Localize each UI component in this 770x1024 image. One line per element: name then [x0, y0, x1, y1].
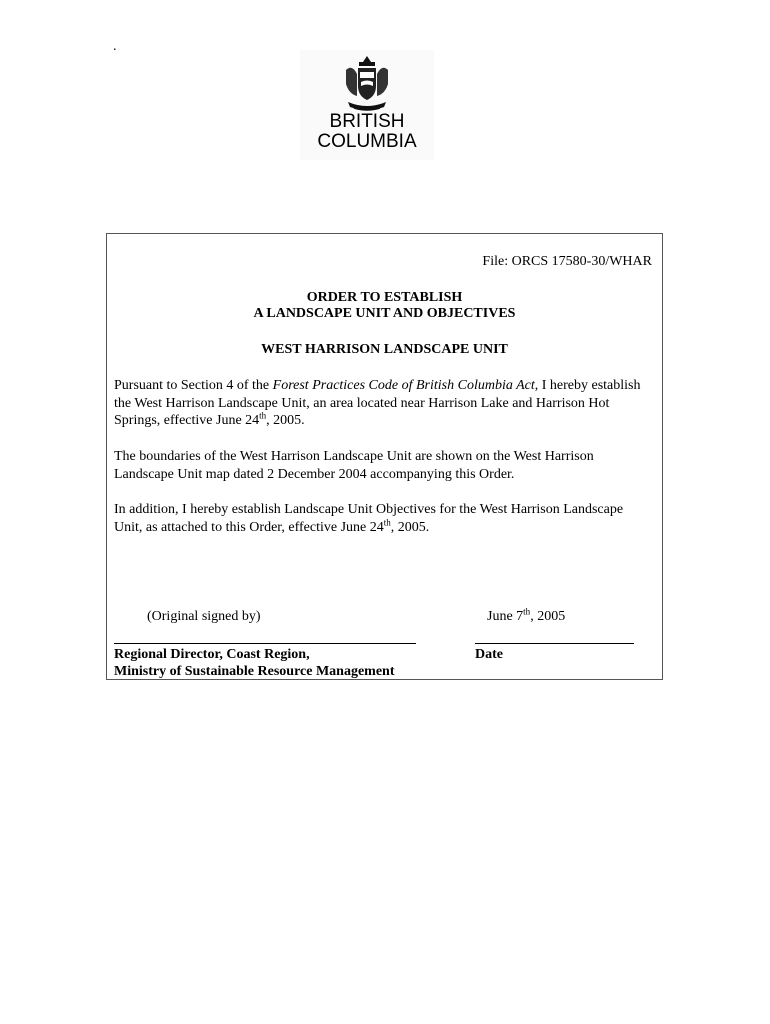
paragraph-boundaries: The boundaries of the West Harrison Landscape Unit are shown on the West Harrison Landscape Unit map dated 2 December 2004 accompanying this Order. — [114, 449, 594, 482]
paragraph-pursuant: Pursuant to Section 4 of the Forest Practices Code of British Columbia Act, I hereby establish the West Harrison Landscape Unit, an area located near Harrison Lake and Harrison Hot Springs, effective June 24th, 2005. — [114, 378, 641, 428]
order-title-line1: ORDER TO ESTABLISH — [306, 290, 463, 305]
signature-date: June 7th, 2005 — [487, 606, 566, 624]
original-signed-note: (Original signed by) — [147, 609, 261, 624]
act-name: Forest Practices Code of British Columbia Act — [272, 378, 535, 393]
file-reference: File: ORCS 17580-30/WHAR — [482, 254, 652, 269]
order-box — [106, 233, 663, 680]
order-title-line2: A LANDSCAPE UNIT AND OBJECTIVES — [253, 306, 516, 321]
date-line — [475, 643, 634, 644]
logo-text-british: BRITISH — [329, 111, 405, 132]
bc-coat-of-arms-icon — [340, 54, 394, 114]
order-subtitle: WEST HARRISON LANDSCAPE UNIT — [261, 342, 508, 357]
date-label: Date — [475, 647, 503, 662]
bc-logo — [300, 50, 434, 160]
paragraph-objectives: In addition, I hereby establish Landscape Unit Objectives for the West Harrison Landscape Unit, as attached to this Order, effective June 24th, 2005. — [114, 502, 624, 535]
stray-mark: . — [113, 39, 117, 54]
logo-text-columbia: COLUMBIA — [317, 131, 417, 152]
signatory-role: Regional Director, Coast Region, Ministry of Sustainable Resource Management — [114, 647, 395, 679]
signature-line — [114, 643, 416, 644]
